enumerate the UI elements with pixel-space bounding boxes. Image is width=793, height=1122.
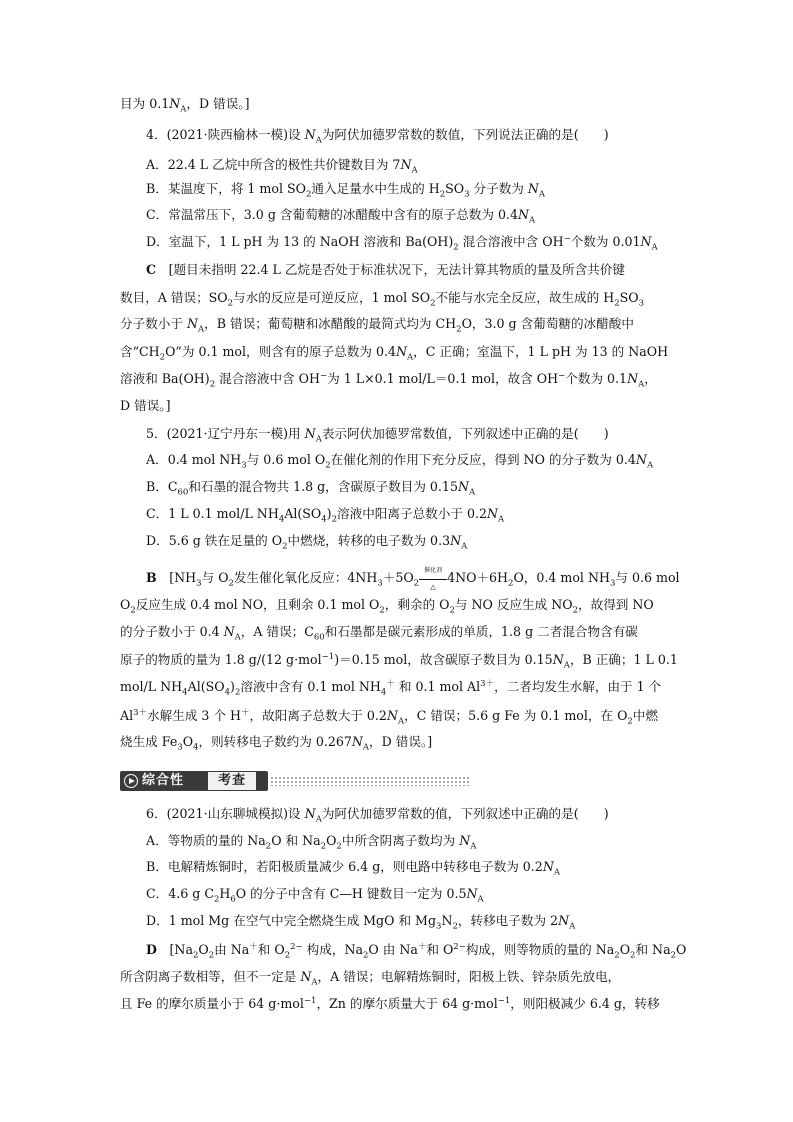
answer-5-line-3: 的分子数小于 0.4 $N_A$，A 错误；$C_{60}$和石墨都是碳元素形成的单质，1.8 g 二者混合物含有碳 <box>120 624 638 643</box>
question-5-option-d: D．5.6 g 铁在足量的 $O_2$中燃烧，转移的电子数为 $0.3N_A$ <box>146 533 468 552</box>
question-6-stem: 6．(2021·山东聊城模拟)设 $N_A$为阿伏加德罗常数的值，下列叙述中正确的是( ) <box>146 806 609 825</box>
question-5-option-c: C．1 L 0.1 mol/L $NH_4Al(SO_4)_2$溶液中阳离子总数小于 $0.2N_A$ <box>146 506 505 525</box>
section-title: 综合性 <box>142 773 185 788</box>
answer-6-line-1: D [$Na_2O_2$由 Na＋和 $O_2^{2-}$ 构成，$Na_2O$ 由 Na＋和 $O^{2-}$构成，则等物质的量的 $Na_2O_2$和 $Na_2O$ <box>146 941 687 961</box>
answer-6-line-3: 且 Fe 的摩尔质量小于 64 g·mol$^{-1}$，Zn 的摩尔质量大于 64 g·mol$^{-1}$，则阳极减少 6.4 g，转移 <box>120 995 660 1011</box>
question-5-option-a: A．0.4 mol $NH_3$与 0.6 mol $O_2$在催化剂的作用下充分反应，得到 NO 的分子数为 $0.4N_A$ <box>146 452 654 471</box>
question-4-stem: 4．(2021·陕西榆林一模)设 $N_A$为阿伏加德罗常数的数值，下列说法正确的是( ) <box>146 127 609 146</box>
answer-5-line-6: $Al^{3+}$水解生成 3 个 H＋，故阳离子总数大于 $0.2N_A$，C 错误；5.6 g Fe 为 0.1 mol，在 $O_2$中燃 <box>120 707 659 727</box>
question-4-option-b: B．某温度下，将 1 mol $SO_2$通入足量水中生成的 $H_2SO_3$ 分子数为 $N_A$ <box>146 181 546 200</box>
question-6-option-c: C．4.6 g $C_2H_6O$ 的分子中含有 C—H 键数目一定为 $0.5N_A$ <box>146 886 484 905</box>
answer-5-line-1: B [$NH_3$与 $O_2$发生催化氧化反应：$4NH_3+5O_2$ 催化剂 △ $4NO+6H_2O$，0.4 mol $NH_3$与 0.6 mol <box>146 567 680 591</box>
question-4-option-c: C．常温常压下，3.0 g 含葡萄糖的冰醋酸中含有的原子总数为 $0.4N_A$ <box>146 207 536 226</box>
answer-4-line-6: D 错误。] <box>120 398 171 413</box>
answer-6-line-2: 所含阴离子数相等，但不一定是 $N_A$，A 错误；电解精炼铜时，阳极上铁、锌杂质先放电， <box>120 969 621 988</box>
answer-5-line-4: 原子的物质的量为 1.8 g/(12 g·mol$^{-1}$)＝0.15 mol，故含碳原子数目为 $0.15N_A$，B 正确；1 L 0.1 <box>120 651 678 671</box>
question-4-option-d: D．室温下，1 L pH 为 13 的 NaOH 溶液和 $Ba(OH)_2$ 混合溶液中含 OH−个数为 $0.01N_A$ <box>146 233 658 253</box>
answer-4-line-4: 含“$CH_2O$”为 0.1 mol，则含有的原子总数为 $0.4N_A$，C 正确；室温下，1 L pH 为 13 的 NaOH <box>120 344 669 363</box>
question-6-option-b: B．电解精炼铜时，若阳极质量减少 6.4 g，则电路中转移电子数为 $0.2N_A$ <box>146 859 560 878</box>
question-6-option-d: D．1 mol Mg 在空气中完全燃烧生成 MgO 和 $Mg_3N_2$，转移电子数为 $2N_A$ <box>146 913 576 932</box>
question-5-option-b: B．$C_{60}$和石墨的混合物共 1.8 g，含碳原子数目为 $0.15N_A$ <box>146 479 476 498</box>
answer-4-line-3: 分子数小于 $N_A$，B 错误；葡萄糖和冰醋酸的最简式均为 $CH_2O$，3.0 g 含葡萄糖的冰醋酸中 <box>120 316 634 335</box>
question-4-option-a: A．22.4 L 乙烷中所含的极性共价键数目为 $7N_A$ <box>146 157 418 176</box>
section-subtitle: 考查 <box>208 772 256 790</box>
prev-answer-tail: 目为 $0.1N_A$，D 错误。] <box>120 96 250 115</box>
answer-5-line-7: 烧生成 $Fe_3O_4$，则转移电子数约为 $0.267N_A$，D 错误。] <box>120 734 433 753</box>
answer-4-line-2: 数目，A 错误；$SO_2$与水的反应是可逆反应，1 mol $SO_2$不能与水完全反应，故生成的 $H_2SO_3$ <box>120 290 645 309</box>
question-5-stem: 5．(2021·辽宁丹东一模)用 $N_A$表示阿伏加德罗常数值，下列叙述中正确的是( ) <box>146 426 609 445</box>
answer-5-line-2: $O_2$反应生成 0.4 mol NO，且剩余 0.1 mol $O_2$，剩余的 $O_2$与 NO 反应生成 $NO_2$，故得到 NO <box>120 597 654 616</box>
catalyst-arrow: 催化剂 △ <box>419 577 447 580</box>
answer-4-line-1: C [题目未指明 22.4 L 乙烷是否处于标准状况下，无法计算其物质的量及所含共价键 <box>146 262 625 277</box>
question-6-option-a: A．等物质的量的 $Na_2O$ 和 $Na_2O_2$中所含阴离子数均为 $N_A$ <box>146 833 477 852</box>
section-banner <box>120 770 480 792</box>
answer-4-line-5: 溶液和 $Ba(OH)_2$ 混合溶液中含 OH−为 1 L×0.1 mol/L＝0.1 mol，故含 OH−个数为 $0.1N_A$， <box>120 370 657 390</box>
play-icon <box>124 774 138 788</box>
answer-5-line-5: mol/L $NH_4Al(SO_4)_2$溶液中含有 0.1 mol $NH_4^+$ 和 0.1 mol $Al^{3+}$，二者均发生水解，由于 1 个 <box>120 678 662 698</box>
section-tag <box>120 771 268 791</box>
dotted-divider <box>270 776 470 786</box>
